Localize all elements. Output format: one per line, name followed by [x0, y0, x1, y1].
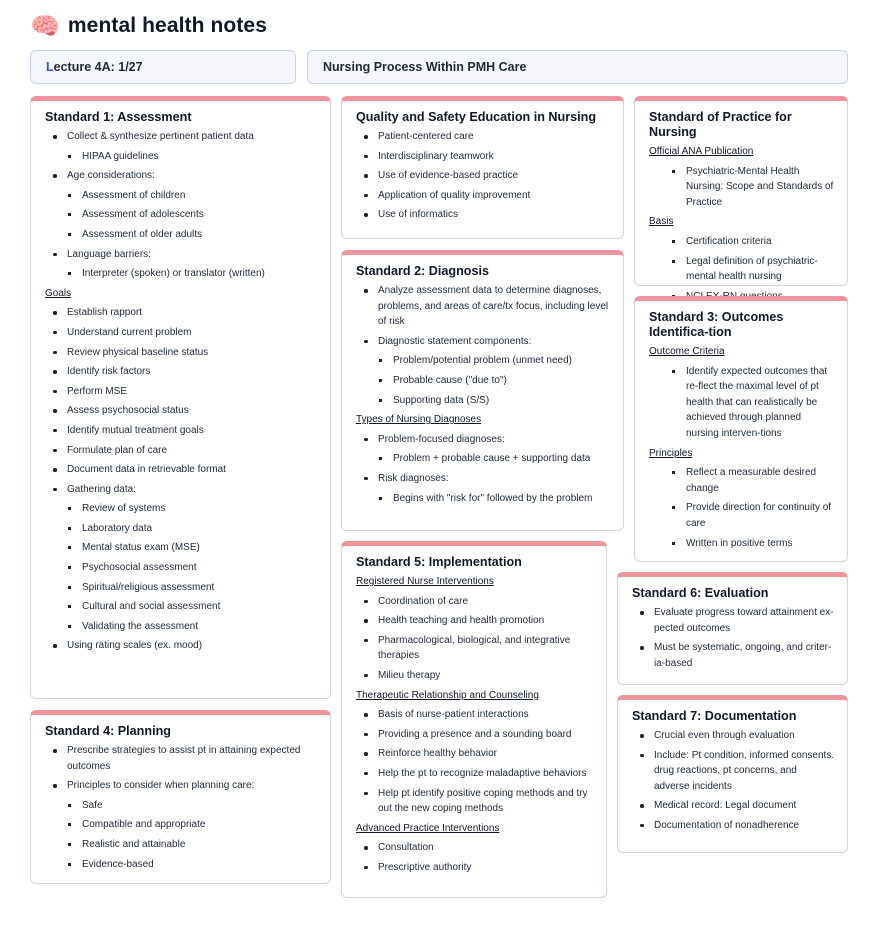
- sub-list-item: Psychiatric-Mental Health Nursing: Scope and Standards of Practice: [649, 164, 835, 215]
- list-item: Gathering data:: [45, 482, 318, 502]
- list-item: Help pt identify positive coping methods and try out the new coping methods: [356, 786, 594, 821]
- sub-list-item: Validating the assessment: [45, 619, 318, 639]
- card-title: Standard 5: Implementation: [356, 555, 522, 569]
- list-item: Principles to consider when planning care:: [45, 778, 318, 798]
- sub-list-item: Spiritual/religious assessment: [45, 580, 318, 600]
- card-title: Standard 1: Assessment: [45, 110, 192, 124]
- card-title: Standard 6: Evaluation: [632, 586, 769, 600]
- list-item: Understand current problem: [45, 325, 318, 345]
- sub-list-item: Supporting data (S/S): [356, 393, 611, 413]
- sub-list-item: Written in positive terms: [649, 536, 835, 556]
- list-item: Using rating scales (ex. mood): [45, 638, 318, 658]
- card-list: [632, 605, 835, 675]
- section-subheading: Basis: [649, 216, 674, 228]
- list-item: Collect & synthesize pertinent patient data: [45, 129, 318, 149]
- lecture-pill[interactable]: [30, 50, 296, 84]
- section-subheading: Therapeutic Relationship and Counseling: [356, 689, 539, 701]
- sub-list-item: Assessment of children: [45, 188, 318, 208]
- sub-list-item: Interpreter (spoken) or translator (written): [45, 266, 318, 286]
- section-subheading: Registered Nurse Interventions: [356, 576, 494, 587]
- card-title: Standard 3: Outcomes Identifica-tion: [649, 310, 784, 339]
- topic-pill-label: Nursing Process Within PMH Care: [323, 60, 527, 74]
- card-standard-2-diagnosis: [341, 250, 624, 531]
- brain-icon: 🧠: [30, 12, 60, 40]
- list-item: Establish rapport: [45, 305, 318, 325]
- list-item: Patient-centered care: [356, 129, 611, 149]
- sub-list-item: Begins with "risk for" followed by the problem: [356, 491, 611, 511]
- card-standard-4-planning: [30, 710, 331, 884]
- list-item: Formulate plan of care: [45, 443, 318, 463]
- card-list: [356, 574, 594, 880]
- list-item: Pharmacological, biological, and integrative therapies: [356, 633, 594, 668]
- card-standard-1-assessment: [30, 96, 331, 699]
- list-item: Analyze assessment data to determine diagnoses, problems, and areas of care/tx focus, including level of risk: [356, 283, 611, 334]
- sub-list-item: Problem/potential problem (unmet need): [356, 353, 611, 373]
- list-item: Diagnostic statement components:: [356, 334, 611, 354]
- sub-list-item: Laboratory data: [45, 521, 318, 541]
- card-title: Standard 2: Diagnosis: [356, 264, 489, 278]
- card-qsen: [341, 96, 624, 239]
- list-item: Interdisciplinary teamwork: [356, 149, 611, 169]
- list-item: Assess psychosocial status: [45, 403, 318, 423]
- card-title: Standard 4: Planning: [45, 724, 171, 738]
- list-item: Include: Pt condition, informed consents. drug reactions, pt concerns, and adverse incidents: [632, 748, 835, 799]
- list-item: Document data in retrievable format: [45, 462, 318, 482]
- sub-list-item: Assessment of adolescents: [45, 207, 318, 227]
- list-item: Milieu therapy: [356, 668, 594, 688]
- card-list: [649, 144, 835, 308]
- sub-list-item: Problem + probable cause + supporting data: [356, 451, 611, 471]
- list-item: Coordination of care: [356, 594, 594, 614]
- list-item: Prescriptive authority: [356, 860, 594, 880]
- card-list: [356, 283, 611, 510]
- list-item: Language barriers:: [45, 247, 318, 267]
- list-item: Prescribe strategies to assist pt in attaining expected outcomes: [45, 743, 318, 778]
- list-item: Help the pt to recognize maladaptive behaviors: [356, 766, 594, 786]
- card-standard-7-documentation: [617, 695, 848, 853]
- list-item: Identify mutual treatment goals: [45, 423, 318, 443]
- list-item: Providing a presence and a sounding board: [356, 727, 594, 747]
- page-title: mental health notes: [67, 14, 267, 37]
- sub-list-item: Assessment of older adults: [45, 227, 318, 247]
- card-title: Standard 7: Documentation: [632, 709, 797, 723]
- card-title: Quality and Safety Education in Nursing: [356, 110, 597, 124]
- section-subheading: Advanced Practice Interventions: [356, 822, 500, 834]
- list-item: Consultation: [356, 840, 594, 860]
- page-header: [30, 12, 267, 40]
- list-item: Evaluate progress toward attainment ex-pected outcomes: [632, 605, 835, 640]
- list-item: Identify risk factors: [45, 364, 318, 384]
- card-list: [45, 129, 318, 658]
- list-item: Use of evidence-based practice: [356, 168, 611, 188]
- sub-list-item: Review of systems: [45, 501, 318, 521]
- list-item: Health teaching and health promotion: [356, 613, 594, 633]
- list-item: Age considerations:: [45, 168, 318, 188]
- list-item: Perform MSE: [45, 384, 318, 404]
- card-standard-5-implementation: [341, 541, 607, 898]
- sub-list-item: Safe: [45, 798, 318, 818]
- card-title: Standard of Practice for Nursing: [649, 110, 792, 139]
- sub-list-item: HIPAA guidelines: [45, 149, 318, 169]
- list-item: Application of quality improvement: [356, 188, 611, 208]
- lecture-pill-label: ecture 4A: 1/27: [53, 60, 143, 74]
- list-item: Review physical baseline status: [45, 345, 318, 365]
- list-item: Must be systematic, ongoing, and criter-ia-based: [632, 640, 835, 675]
- sub-list-item: Legal definition of psychiatric-mental health nursing: [649, 254, 835, 289]
- list-item: Risk diagnoses:: [356, 471, 611, 491]
- sub-list-item: Evidence-based: [45, 857, 318, 877]
- list-item: Medical record: Legal document: [632, 798, 835, 818]
- card-list: [649, 344, 835, 555]
- section-subheading: Goals: [45, 287, 72, 299]
- sub-list-item: Identify expected outcomes that re-flect the maximal level of pt health that can realistically be achieved through planned nursing interven-tions: [649, 364, 835, 446]
- section-subheading: Principles: [649, 447, 693, 459]
- sub-list-item: Probable cause ("due to"): [356, 373, 611, 393]
- section-subheading: Official ANA Publication: [649, 146, 754, 157]
- card-standard-of-practice: [634, 96, 848, 286]
- list-item: Reinforce healthy behavior: [356, 746, 594, 766]
- section-subheading: Outcome Criteria: [649, 346, 725, 357]
- sub-list-item: Compatible and appropriate: [45, 817, 318, 837]
- card-list: [632, 728, 835, 838]
- sub-list-item: Realistic and attainable: [45, 837, 318, 857]
- lecture-pill-initial: L: [46, 60, 54, 74]
- sub-list-item: Mental status exam (MSE): [45, 540, 318, 560]
- list-item: Crucial even through evaluation: [632, 728, 835, 748]
- topic-pill[interactable]: [307, 50, 848, 84]
- sub-list-item: Certification criteria: [649, 234, 835, 254]
- sub-list-item: Reflect a measurable desired change: [649, 465, 835, 500]
- list-item: Basis of nurse-patient interactions: [356, 707, 594, 727]
- list-item: Documentation of nonadherence: [632, 818, 835, 838]
- list-item: Problem-focused diagnoses:: [356, 432, 611, 452]
- card-list: [356, 129, 611, 227]
- sub-list-item: Cultural and social assessment: [45, 599, 318, 619]
- list-item: Use of informatics: [356, 207, 611, 227]
- card-list: [45, 743, 318, 876]
- sub-list-item: Psychosocial assessment: [45, 560, 318, 580]
- card-standard-6-evaluation: [617, 572, 848, 685]
- card-standard-3-outcomes: [634, 296, 848, 562]
- section-subheading: Types of Nursing Diagnoses: [356, 414, 482, 426]
- sub-list-item: Provide direction for continuity of care: [649, 500, 835, 535]
